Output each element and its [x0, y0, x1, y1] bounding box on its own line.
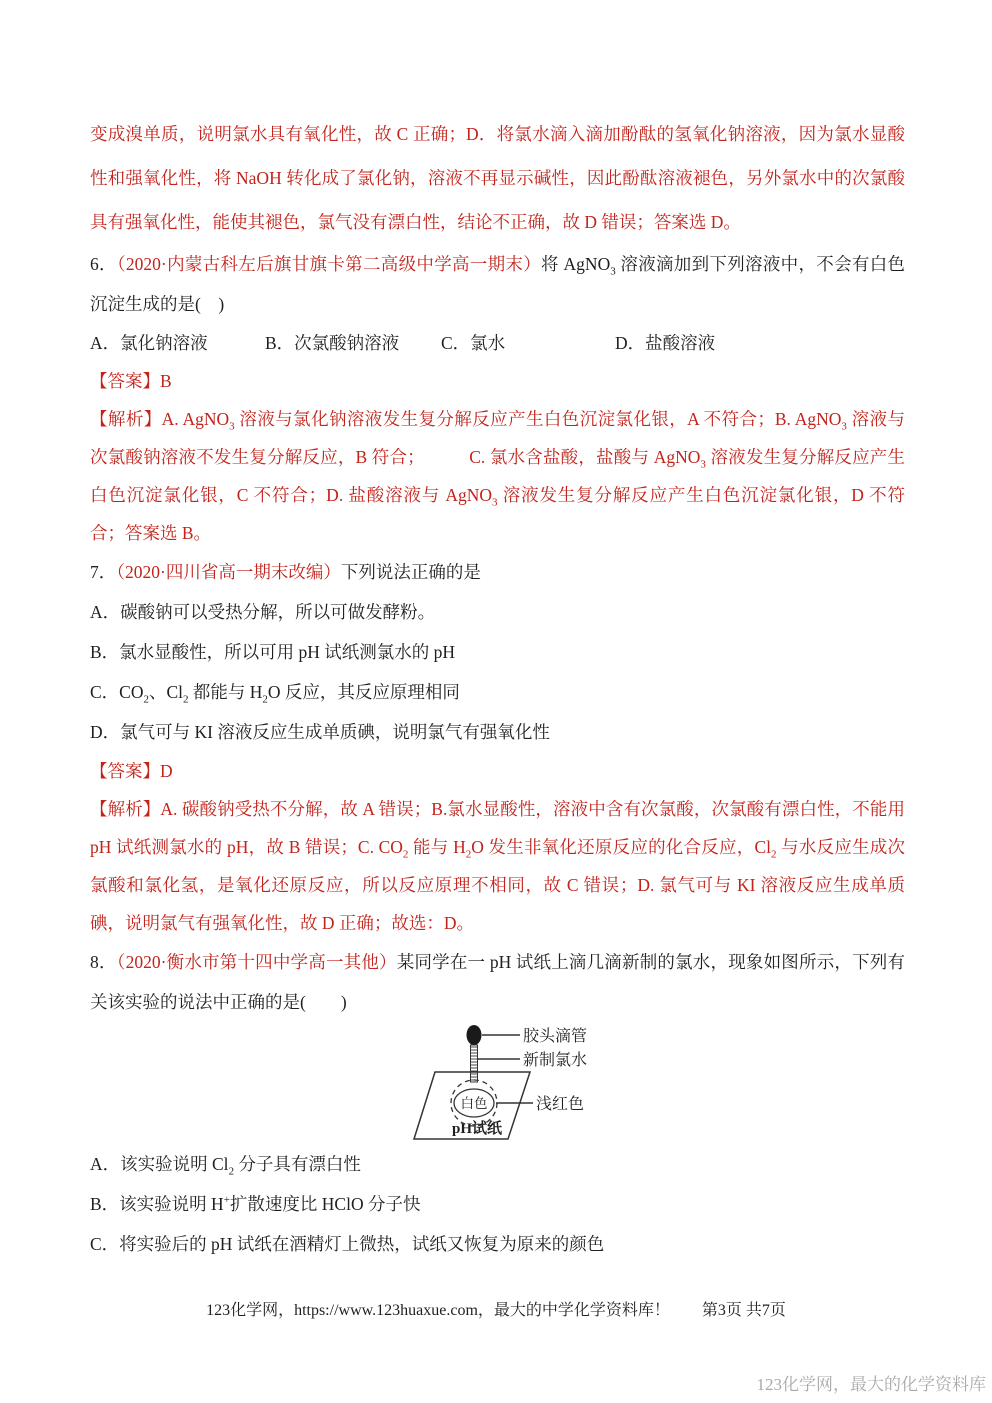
question-6-answer: 【答案】B — [90, 371, 172, 391]
dropper-bulb-icon — [467, 1025, 482, 1045]
ph-paper-label: pH试纸 — [452, 1121, 503, 1137]
question-6-options-item: D．盐酸溶液 — [615, 333, 716, 353]
question-7-answer: 【答案】D — [90, 761, 173, 781]
question-6-analysis: 【解析】A. AgNO$_3$ 溶液与氯化钠溶液发生复分解反应产生白色沉淀氯化银，A 不符合；B. AgNO$_3$ 溶液与次氯酸钠溶液不发生复分解反应，B 符合； C. 氯水含盐酸，盐酸与 AgNO$_3$ 溶液发生复分解反应产生白色沉淀氯化银，C 不符合；D. 盐酸溶液与 AgNO$_3$ 溶液发生复分解反应产生白色沉淀氯化银，D 不符合；答案选 B。 — [90, 409, 905, 543]
chlorine-water-label: 新制氯水 — [523, 1052, 588, 1069]
question-7-option-b: B．氯水显酸性，所以可用 pH 试纸测氯水的 pH — [90, 642, 456, 662]
dropper-tube-icon — [471, 1045, 478, 1082]
question-7-stem: 7．（2020·四川省高一期末改编）下列说法正确的是 — [90, 562, 481, 582]
question-7-option-d: D．氯气可与 KI 溶液反应生成单质碘，说明氯气有强氧化性 — [90, 722, 550, 742]
question-6-options-item: C．氯水 — [441, 333, 506, 353]
question-8-option-a: A．该实验说明 $Cl_2$ 分子具有漂白性 — [90, 1154, 361, 1178]
experiment-figure-svg — [390, 1022, 650, 1144]
document-content — [90, 112, 905, 1264]
watermark-text: 123化学网，最大的化学资料库 — [756, 1375, 986, 1394]
question-7-option-c: C．$CO_2$、$Cl_2$ 都能与 $H_2O$ 反应，其反应原理相同 — [90, 682, 460, 706]
page-footer — [0, 1297, 992, 1320]
question-8-stem: 8．（2020·衡水市第十四中学高一其他）某同学在一 pH 试纸上滴几滴新制的氯水，现象如图所示，下列有关该实验的说法中正确的是( ) — [90, 952, 906, 1012]
footer-site-text: 123化学网，https://www.123huaxue.com，最大的中学化学资料库！ — [206, 1302, 670, 1319]
question-8-option-c: C．将实验后的 pH 试纸在酒精灯上微热，试纸又恢复为原来的颜色 — [90, 1234, 605, 1254]
footer-page-number: 第3页 共7页 — [701, 1302, 786, 1319]
question-6-options-item: A．氯化钠溶液 — [90, 333, 208, 353]
q5-analysis-continuation: 变成溴单质，说明氯水具有氧化性，故 C 正确；D．将氯水滴入滴加酚酞的氢氧化钠溶液，因为氯水显酸性和强氧化性，将 NaOH 转化成了氯化钠，溶液不再显示碱性，因此酚酞溶液褪色，另外氯水中的次氯酸具有强氧化性，能使其褪色，氯气没有漂白性，结论不正确，故 D 错误；答案选 D。 — [90, 124, 905, 232]
question-7-analysis: 【解析】A. 碳酸钠受热不分解，故 A 错误；B.氯水显酸性，溶液中含有次氯酸，次氯酸有漂白性，不能用 pH 试纸测氯水的 pH，故 B 错误；C. $CO_2$ 能与 $H_2O$ 发生非氧化还原反应的化合反应，$Cl_2$ 与水反应生成次氯酸和氯化氢，是氧化还原反应，所以反应原理不相同，故 C 错误；D. 氯气可与 KI 溶液反应生成单质碘，说明氯气有强氧化性，故 D 正确；故选：D。 — [90, 799, 906, 933]
experiment-figure — [390, 1022, 905, 1144]
white-spot-label: 白色 — [460, 1096, 488, 1111]
question-6-stem: 6．（2020·内蒙古科左后旗甘旗卡第二高级中学高一期末）将 AgNO$_3$ 溶液滴加到下列溶液中，不会有白色沉淀生成的是( ) — [90, 254, 906, 314]
question-6-options — [90, 324, 905, 362]
question-6-options-item: B．次氯酸钠溶液 — [265, 333, 400, 353]
question-8-option-b: B．该实验说明 H+扩散速度比 HClO 分子快 — [90, 1194, 421, 1214]
question-7-option-a: A．碳酸钠可以受热分解，所以可做发酵粉。 — [90, 602, 436, 622]
dropper-label: 胶头滴管 — [523, 1028, 588, 1045]
light-red-label: 浅红色 — [536, 1096, 585, 1113]
